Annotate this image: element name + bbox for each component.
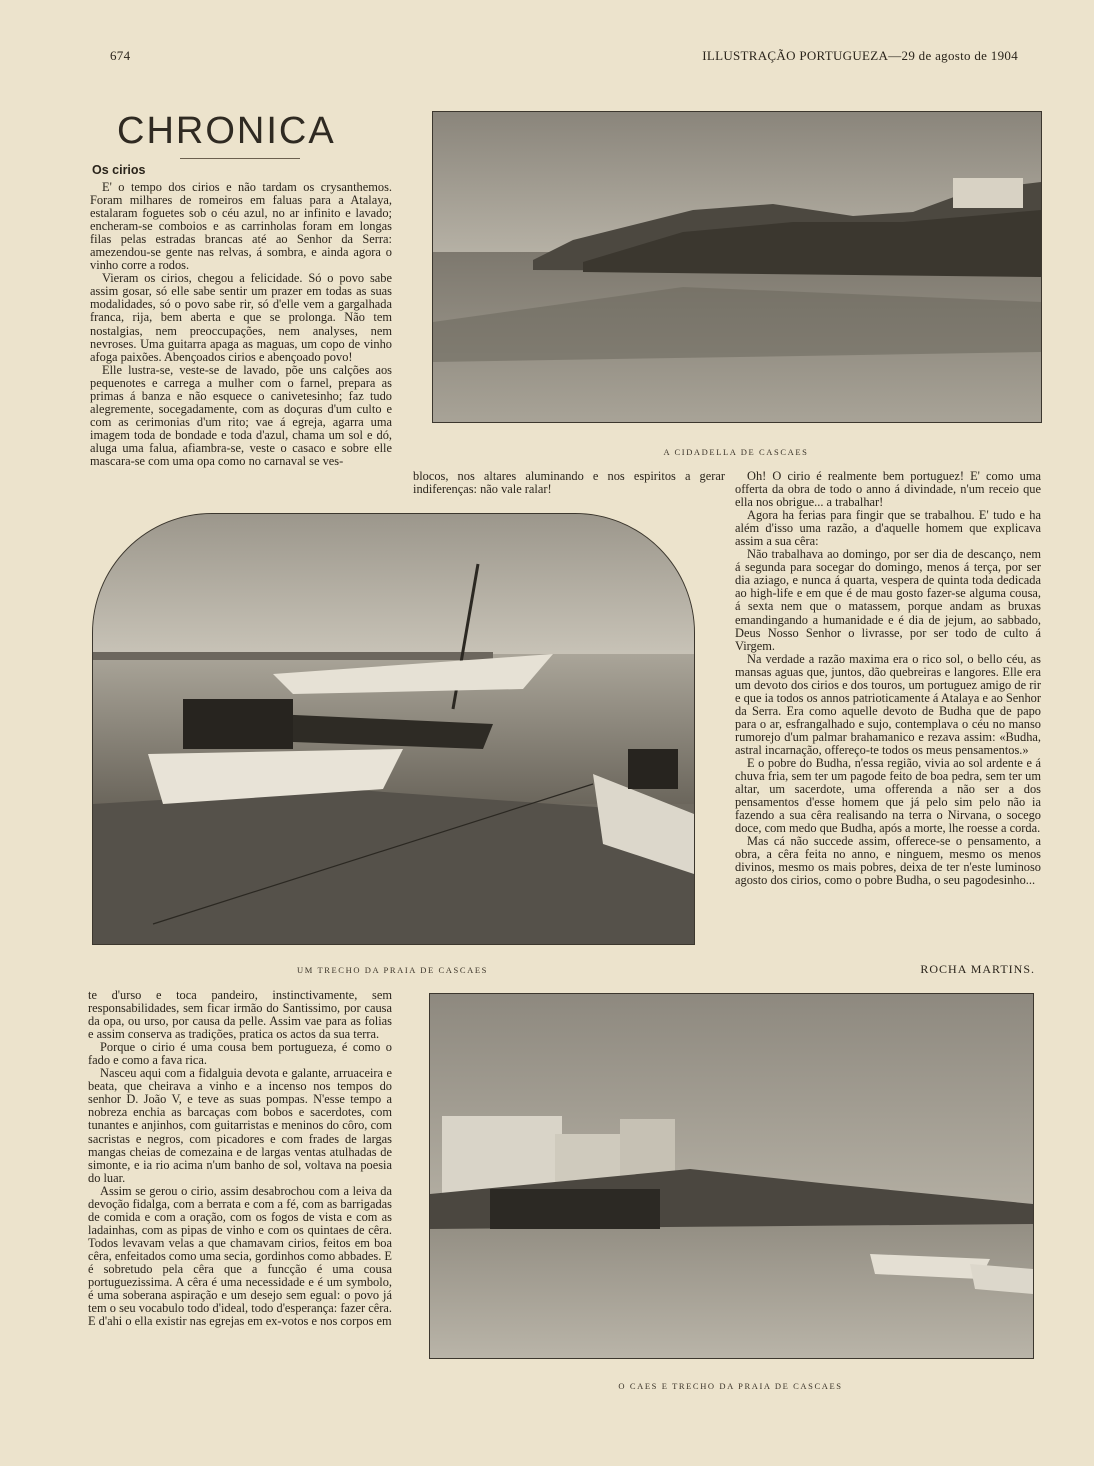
- paragraph: Nasceu aqui com a fidalguia devota e galante, arruaceira e beata, que cheirava a vinho e a incenso nos tempos do senhor D. João V, e teve as suas pompas. N'esse tempo a nobreza enchia as barcaças com bobos e sacerdotes, com tunantes e anjinhos, com guitarristas e meninos do côro, com sacristas e negros, com picadores e com frades de largas mangas cheias de comezaina e de largas ventas atulhadas de simonte, e ia rio acima n'um banho de sol, voltava na poesia do luar.: [88, 1066, 392, 1185]
- author-signature: ROCHA MARTINS.: [920, 962, 1035, 976]
- text-column-1: [90, 181, 392, 499]
- photo-cidadella: [432, 111, 1042, 423]
- article-title: CHRONICA: [117, 110, 336, 152]
- paragraph: blocos, nos altares aluminando e nos espiritos a gerar indiferenças: não vale ralar!: [413, 470, 725, 497]
- paragraph: Agora ha ferias para fingir que se trabalhou. E' tudo e ha além d'isso uma razão, a d'aquelle homem que explicava assim a sua cêra:: [735, 508, 1041, 549]
- paragraph: Na verdade a razão maxima era o rico sol, o bello céu, as mansas aguas que, juntos, dão quebreiras e langores. Elle era um devoto dos cirios e dos touros, um portuguez amigo de rir e que ia todos os annos patrioticamente á Atalaya e ao Senhor da Serra. Era como aquelle devoto de Budha que de papo para o ar, esfrangalhado e sujo, contemplava o céu no manso rumorejo d'um palmar brahamanico e rezava assim: «Budha, astral incarnação, offereço-te todos os meus pensamentos.»: [735, 651, 1041, 757]
- text-column-2: [413, 470, 725, 500]
- caption-cidadella: A CIDADELLA DE CASCAES: [663, 447, 809, 457]
- paragraph: Oh! O cirio é realmente bem portuguez! E' como uma offerta da obra de todo o anno á divindade, n'um receio que ella nos obrigue... a trabalhar!: [735, 470, 1041, 510]
- paragraph: Assim se gerou o cirio, assim desabrochou com a leiva da devoção fidalga, com a berrata e com a fé, com as barrigadas de comida e com a oração, com os fogos de vista e com as ladainhas, com as pipas de vinho e com os quintaes de cêra. Todos levavam velas a que chamavam cirios, feitos em boa cêra, enfeitados como uma secia, gordinhos como abbades. E é sobretudo pela cêra que a funcção é uma cousa portuguezissima. A cêra é uma necessidade e é um symbolo, é uma soberana aspiração e um desejo sem egual: o povo já tem o seu vocabulo todo d'ideal, todo d'esperança: fazer cêra. E d'ahi o ella existir nas egrejas em ex-votos e nos corpos em: [88, 1183, 392, 1329]
- photo-caes: [429, 993, 1034, 1359]
- title-rule: [180, 158, 300, 159]
- text-column-3: [735, 470, 1041, 960]
- publication-header: ILLUSTRAÇÃO PORTUGUEZA—29 de agosto de 1904: [702, 48, 1018, 63]
- paragraph: E' o tempo dos cirios e não tardam os crysanthemos. Foram milhares de romeiros em faluas para a Atalaya, estalaram foguetes sob o céu azul, no ar infinito e lavado; encheram-se comboios e as carrinholas foram em longas filas pelas estradas brancas até ao Senhor da Serra: amezendou-se gente nas relvas, á sombra, e ainda agora o vinho corre a rodos.: [90, 181, 392, 273]
- caption-praia: UM TRECHO DA PRAIA DE CASCAES: [296, 965, 488, 975]
- paragraph: Vieram os cirios, chegou a felicidade. Só o povo sabe assim gosar, só elle sabe sentir um prazer em todas as suas modalidades, só o povo sabe rir, só d'elle vem a gargalhada franca, rija, bem aberta e que se prolonga. Não tem nostalgias, nem preoccupações, nem analyses, nem nevroses. Uma guitarra apaga as maguas, um copo de vinho afoga paixões. Abençoados cirios e abençoado povo!: [90, 271, 392, 364]
- photo-cidadella-image: [433, 112, 1041, 422]
- page-number: 674: [110, 48, 131, 63]
- paragraph: Mas cá não succede assim, offerece-se o pensamento, a obra, a cêra feita no anno, e ninguem, mesmo os menos divinos, mesmo os mais pobres, deixa de ter n'este luminoso agosto dos cirios, como o pobre Budha, o seu pagodesinho...: [735, 834, 1041, 888]
- photo-praia: [92, 513, 695, 945]
- caption-caes: O CAES E TRECHO DA PRAIA DE CASCAES: [618, 1381, 843, 1391]
- paragraph: Elle lustra-se, veste-se de lavado, põe uns calções aos pequenotes e carrega a mulher com o farnel, prepara as primas á banza e não esquece o canivetesinho; faz tudo alegremente, socegadamente, com as doçuras d'um culto e com as cerimonias d'um rito; vae á egreja, agarra uma imagem toda de bondade e toda d'azul, chama um sol e dó, aluga uma falua, afiambra-se, veste o casaco e sobre elle mascara-se com uma opa como no carnaval se ves-: [90, 362, 392, 468]
- text-column-4: [88, 989, 392, 1389]
- article-subtitle: Os cirios: [92, 163, 146, 177]
- paragraph: Não trabalhava ao domingo, por ser dia de descanço, nem á segunda para socegar do domingo, menos á terça, por ser dia aziago, e nunca á quarta, vespera de quinta toda dedicada ao high-life e em que é de mau gosto fazer-se alguma cousa, á sexta nem que o matassem, porque andam as bruxas emandingando a humanidade e é dia de jejum, ao sabbado, Deus Nosso Senhor o livrasse, por ser todo de culto á Virgem.: [735, 547, 1041, 653]
- photo-praia-image: [93, 514, 694, 944]
- paragraph: E o pobre do Budha, n'essa região, vivia ao sol ardente e á chuva fria, sem ter um pagode feito de boa pedra, sem ter um altar, um sacerdote, uma offerenda a não ser a dos pensamentos d'esse homem que já pelo sim pelo não ia fazendo a sua cêra realisando na terra o Nirvana, o socego doce, com medo que Budha, após a morte, lhe roesse a corda.: [735, 756, 1041, 836]
- paragraph: te d'urso e toca pandeiro, instinctivamente, sem responsabilidades, sem ficar irmão do Santissimo, por causa da opa, ou urso, por causa da pelle. Assim vae para as folias e assim conserva as tradições, pratica os actos da sua terra.: [88, 989, 392, 1042]
- paragraph: Porque o cirio é uma cousa bem portugueza, é como o fado e como a fava rica.: [88, 1040, 392, 1068]
- photo-caes-image: [430, 994, 1033, 1358]
